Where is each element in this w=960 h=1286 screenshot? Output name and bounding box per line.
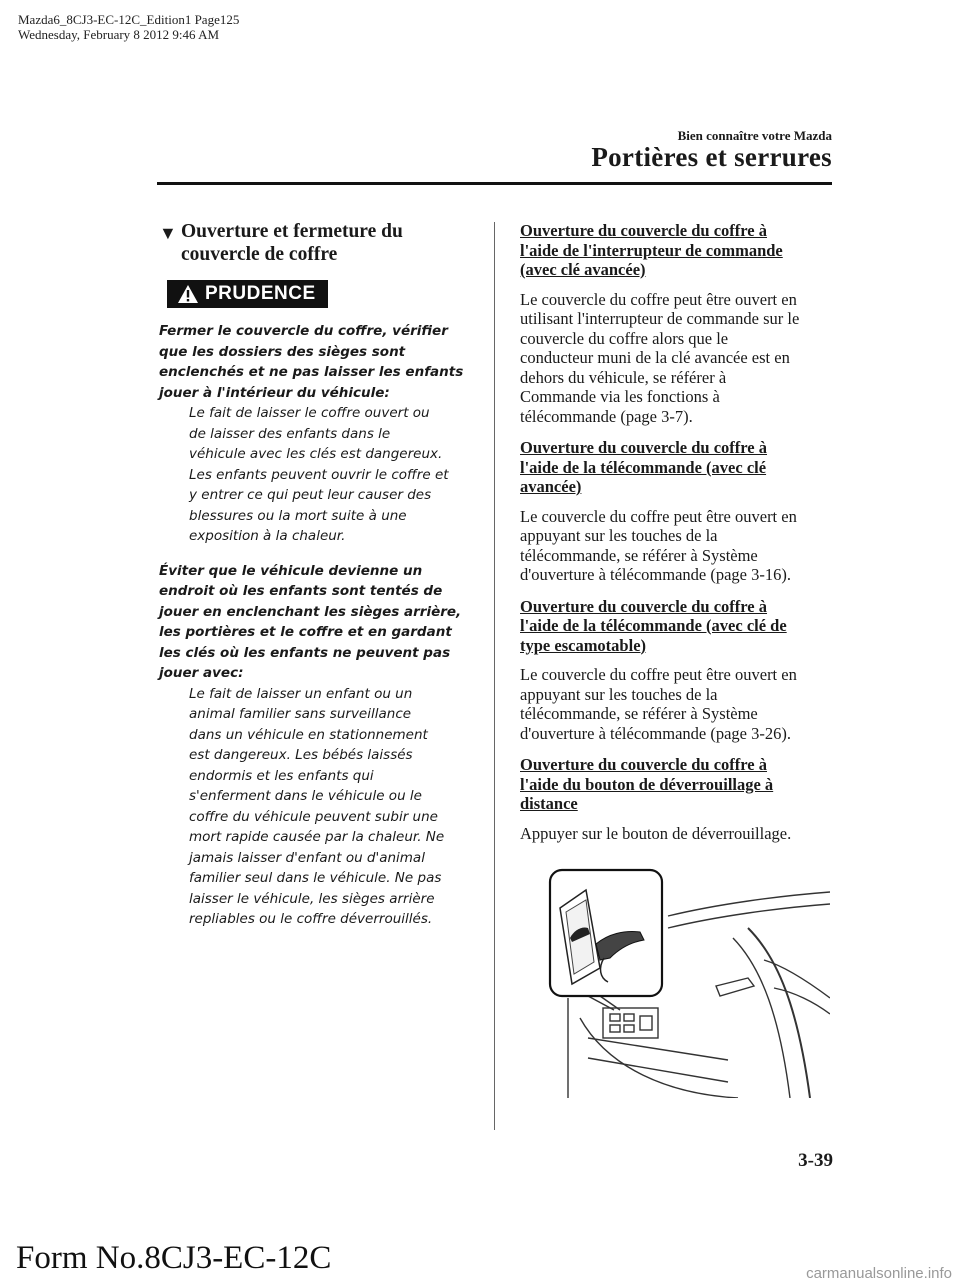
text-line: est dangereux. Les bébés laissés	[189, 747, 413, 763]
page-number: 3-39	[798, 1150, 833, 1171]
text-line: Éviter que le véhicule devienne un	[159, 562, 423, 579]
heading-line2: couvercle de coffre	[181, 244, 338, 265]
subsection-body-1	[520, 290, 835, 427]
text-line: véhicule avec les clés est dangereux.	[189, 446, 443, 462]
subsection-title-1	[520, 221, 835, 280]
text-line: dans un véhicule en stationnement	[189, 726, 428, 743]
text-line: endormis et les enfants qui	[189, 767, 374, 784]
text-line: (avec clé avancée)	[520, 260, 646, 279]
text-line: avancée)	[520, 477, 582, 496]
text-line: jouer avec:	[159, 665, 244, 681]
text-line: animal familier sans surveillance	[189, 706, 412, 722]
subsection-title-4	[520, 755, 835, 814]
heading-line1: Ouverture et fermeture du	[181, 221, 403, 242]
topic-heading	[159, 220, 479, 266]
text-line: les portières et le coffre et en gardant	[159, 624, 452, 640]
text-line: télécommande, se référer à Système	[520, 704, 758, 723]
text-line: télécommande (page 3-7).	[520, 406, 693, 426]
text-line: Le fait de laisser un enfant ou un	[189, 685, 413, 702]
header-rule	[157, 182, 832, 185]
subsection-body-2	[520, 507, 835, 585]
text-line: Ouverture du couvercle du coffre à	[520, 755, 768, 774]
text-line: l'aide de la télécommande (avec clé de	[520, 616, 787, 635]
print-info-line2: Wednesday, February 8 2012 9:46 AM	[18, 27, 220, 42]
text-line: repliables ou le coffre déverrouillés.	[189, 911, 433, 927]
right-column	[520, 221, 835, 855]
subsection-title-2	[520, 438, 835, 497]
print-info	[18, 12, 239, 42]
text-line: jouer à l'intérieur du véhicule:	[159, 384, 390, 401]
text-line: dehors du véhicule, se référer à	[520, 367, 727, 387]
subsection-title-3	[520, 597, 835, 656]
text-line: Appuyer sur le bouton de déverrouillage.	[520, 823, 792, 843]
text-line: Fermer le couvercle du coffre, vérifier	[159, 323, 448, 339]
warning-triangle-icon	[177, 284, 199, 304]
dashboard-illustration	[548, 868, 830, 1098]
text-line: laisser le véhicule, les sièges arrière	[189, 890, 435, 907]
text-line: blessures ou la mort suite à une	[189, 507, 407, 524]
text-line: appuyant sur les touches de la	[520, 684, 718, 704]
text-line: utilisant l'interrupteur de commande sur le	[520, 309, 800, 328]
text-line: coffre du véhicule peuvent subir une	[189, 808, 438, 825]
text-line: distance	[520, 794, 578, 813]
text-line: d'ouverture à télécommande (page 3-16).	[520, 565, 791, 584]
text-line: s'enferment dans le véhicule ou le	[189, 788, 422, 804]
text-line: Commande via les fonctions à	[520, 387, 720, 406]
text-line: mort rapide causée par la chaleur. Ne	[189, 829, 445, 845]
text-line: Les enfants peuvent ouvrir le coffre et	[189, 466, 449, 483]
form-number: Form No.8CJ3-EC-12C	[16, 1240, 332, 1276]
text-line: d'ouverture à télécommande (page 3-26).	[520, 723, 791, 743]
text-line: y entrer ce qui peut leur causer des	[189, 487, 432, 503]
text-line: Le couvercle du coffre peut être ouvert en	[520, 289, 797, 309]
text-line: l'aide de la télécommande (avec clé	[520, 457, 767, 477]
warning1-body	[189, 403, 479, 547]
text-line: conducteur muni de la clé avancée est en	[520, 348, 790, 367]
text-line: type escamotable)	[520, 635, 647, 655]
text-line: couvercle du coffre alors que le	[520, 328, 729, 348]
text-line: enclenchés et ne pas laisser les enfants	[159, 364, 464, 380]
text-line: Ouverture du couvercle du coffre à	[520, 596, 768, 616]
text-line: endroit où les enfants sont tentés de	[159, 583, 443, 599]
text-line: de laisser des enfants dans le	[189, 425, 391, 442]
text-line: Le couvercle du coffre peut être ouvert en	[520, 506, 797, 526]
text-line: jouer en enclenchant les sièges arrière,	[159, 603, 462, 620]
text-line: Ouverture du couvercle du coffre à	[520, 438, 768, 457]
subsection-body-3	[520, 665, 835, 743]
text-line: exposition à la chaleur.	[189, 528, 346, 544]
text-line: que les dossiers des sièges sont	[159, 343, 406, 360]
caution-label: PRUDENCE	[205, 283, 316, 304]
text-line: Le fait de laisser le coffre ouvert ou	[189, 405, 430, 421]
warning2-bold	[159, 561, 479, 684]
warning1-bold	[159, 321, 479, 403]
watermark: carmanualsonline.info	[806, 1265, 952, 1282]
text-line: l'aide du bouton de déverrouillage à	[520, 774, 774, 794]
column-divider	[494, 222, 495, 1130]
text-line: jamais laisser d'enfant ou d'animal	[189, 849, 425, 866]
subsection-body-4	[520, 824, 835, 844]
text-line: l'aide de l'interrupteur de commande	[520, 240, 783, 260]
text-line: télécommande, se référer à Système	[520, 545, 758, 565]
text-line: Ouverture du couvercle du coffre à	[520, 221, 768, 240]
warning2-body	[189, 684, 479, 930]
section-title: Portières et serrures	[591, 142, 832, 172]
caution-badge	[167, 280, 328, 308]
text-line: les clés où les enfants ne peuvent pas	[159, 644, 451, 661]
heading-triangle-icon: ▼	[159, 223, 177, 243]
text-line: appuyant sur les touches de la	[520, 526, 718, 545]
chapter-title: Bien connaître votre Mazda	[677, 128, 832, 143]
text-line: familier seul dans le véhicule. Ne pas	[189, 870, 442, 886]
text-line: Le couvercle du coffre peut être ouvert en	[520, 665, 797, 684]
left-column	[159, 220, 479, 930]
print-info-line1: Mazda6_8CJ3-EC-12C_Edition1 Page125	[18, 12, 240, 27]
